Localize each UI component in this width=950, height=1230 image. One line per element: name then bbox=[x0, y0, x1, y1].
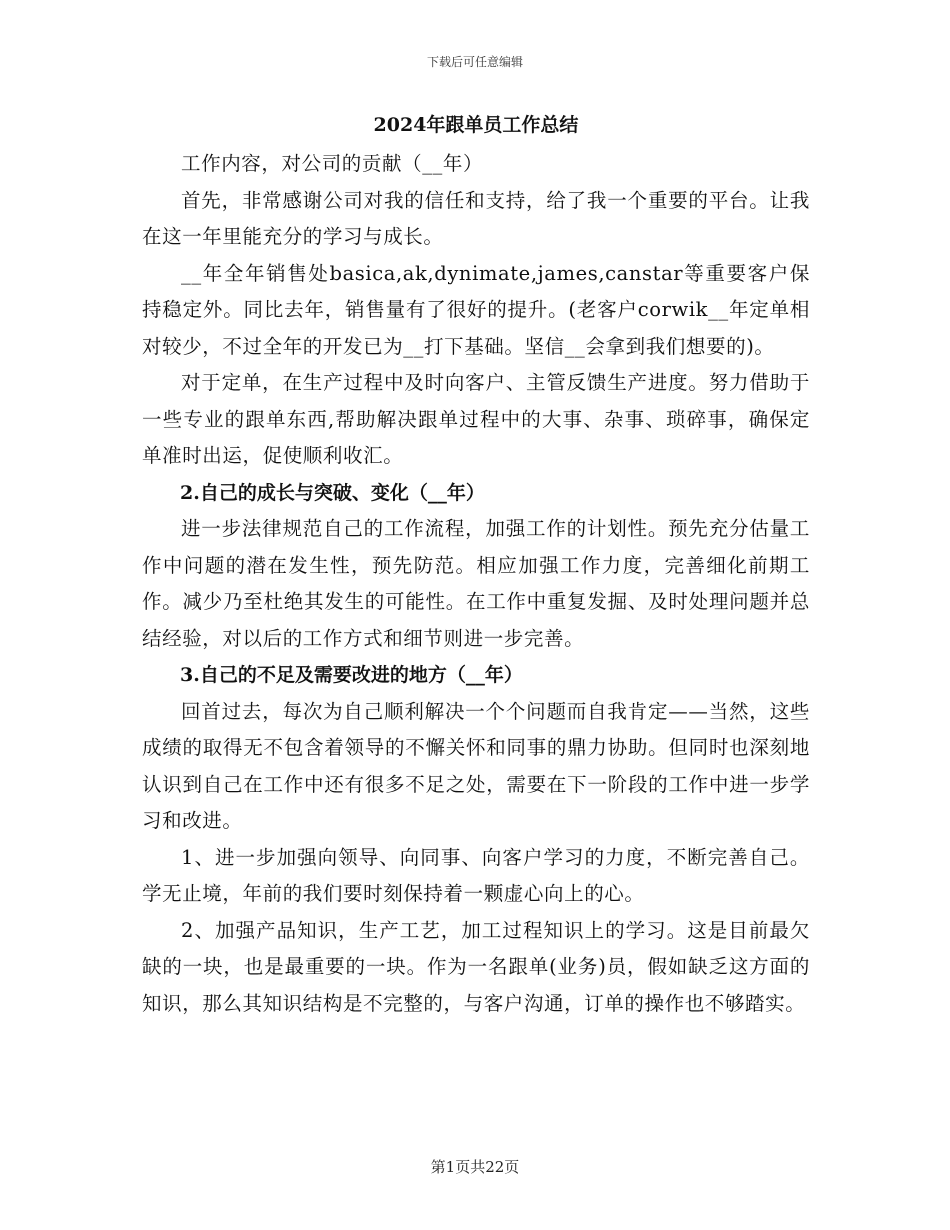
document-body bbox=[142, 108, 810, 1022]
document-title: 2024年跟单员工作总结 bbox=[373, 114, 579, 136]
paragraph: 首先，非常感谢公司对我的信任和支持，给了我一个重要的平台。让我在这一年里能充分的学习与成长。 bbox=[142, 188, 810, 248]
page-header: 下载后可任意编辑 bbox=[426, 55, 523, 69]
section-heading: 2.自己的成长与突破、变化（__年） bbox=[180, 481, 485, 504]
paragraph: 对于定单，在生产过程中及时向客户、主管反馈生产进度。努力借助于一些专业的跟单东西,帮助解决跟单过程中的大事、杂事、琐碎事，确保定单准时出运，促使顺利收汇。 bbox=[142, 371, 810, 467]
page-footer: 第1页共22页 bbox=[430, 1158, 520, 1176]
paragraph: __年全年销售处basica,ak,dynimate,james,canstar等重要客户保持稳定外。同比去年，销售量有了很好的提升。(老客户corwik__年定单相对较少，不过全年的开发已为__打下基础。坚信__会拿到我们想要的)。 bbox=[142, 261, 810, 358]
section-heading: 3.自己的不足及需要改进的地方（__年） bbox=[180, 664, 523, 686]
paragraph: 工作内容，对公司的贡献（__年） bbox=[181, 152, 484, 175]
paragraph: 进一步法律规范自己的工作流程，加强工作的计划性。预先充分估量工作中问题的潜在发生性，预先防范。相应加强工作力度，完善细化前期工作。减少乃至杜绝其发生的可能性。在工作中重复发掘、及时处理问题并总结经验，对以后的工作方式和细节则进一步完善。 bbox=[142, 517, 810, 650]
paragraph: 1、进一步加强向领导、向同事、向客户学习的力度，不断完善自己。学无止境，年前的我们要时刻保持着一颗虚心向上的心。 bbox=[142, 845, 810, 905]
paragraph: 2、加强产品知识，生产工艺，加工过程知识上的学习。这是目前最欠缺的一块，也是最重要的一块。作为一名跟单(业务)员，假如缺乏这方面的知识，那么其知识结构是不完整的，与客户沟通，订单的操作也不够踏实。 bbox=[142, 918, 810, 1015]
paragraph: 回首过去，每次为自己顺利解决一个个问题而自我肯定——当然，这些成绩的取得无不包含着领导的不懈关怀和同事的鼎力协助。但同时也深刻地认识到自己在工作中还有很多不足之处，需要在下一阶段的工作中进一步学习和改进。 bbox=[142, 699, 810, 832]
